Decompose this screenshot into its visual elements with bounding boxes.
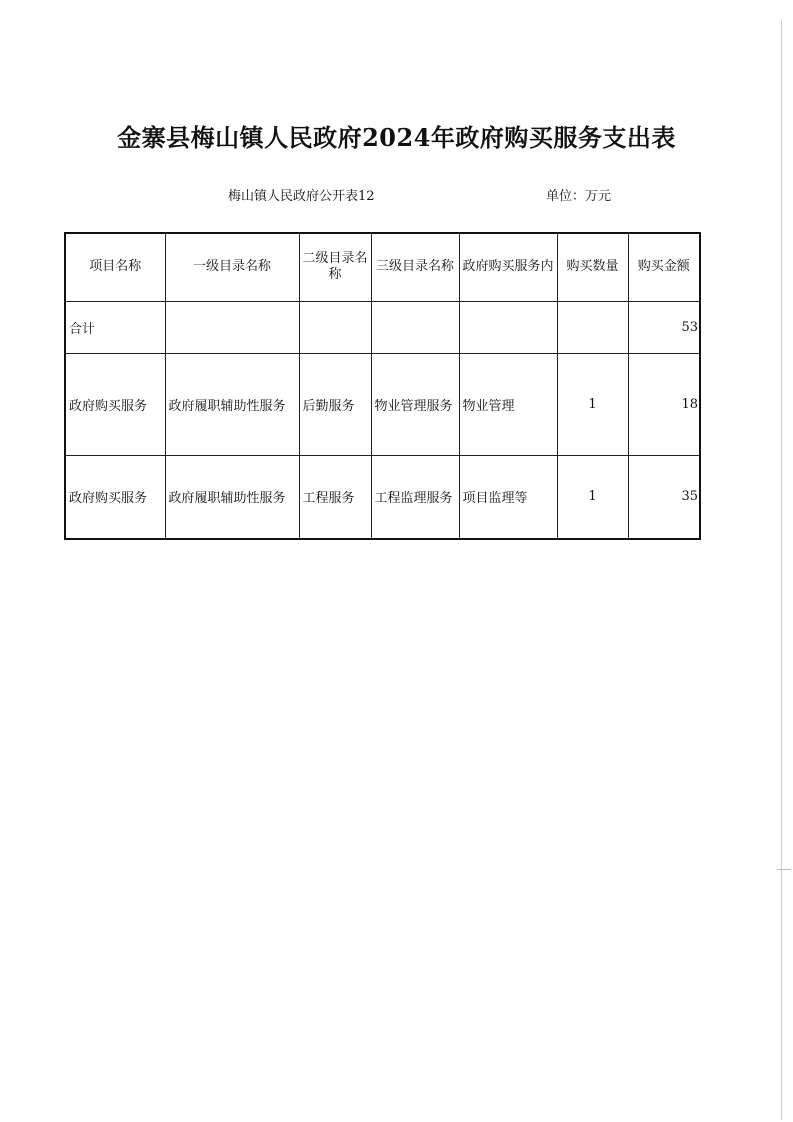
cell-level3: 物业管理服务 [371, 353, 459, 455]
total-empty-cell [459, 301, 557, 353]
total-empty-cell [299, 301, 371, 353]
cell-quantity: 1 [557, 455, 628, 539]
document-title: 金寨县梅山镇人民政府2024年政府购买服务支出表 [117, 123, 676, 152]
header-project-name: 项目名称 [65, 233, 165, 301]
header-service-content-text: 政府购买服务内 [462, 259, 554, 275]
unit-label: 单位：万元 [546, 189, 612, 204]
cell-level2: 工程服务 [299, 455, 371, 539]
total-row [65, 301, 700, 353]
cell-content: 项目监理等 [459, 455, 557, 539]
cell-level2: 后勤服务 [299, 353, 371, 455]
cell-level1: 政府履职辅助性服务 [165, 455, 299, 539]
cell-level3: 工程监理服务 [371, 455, 459, 539]
header-quantity: 购买数量 [557, 233, 628, 301]
cell-level1: 政府履职辅助性服务 [165, 353, 299, 455]
scan-mark [777, 869, 791, 870]
header-level3-catalog: 三级目录名称 [371, 233, 459, 301]
cell-project: 政府购买服务 [65, 455, 165, 539]
expenditure-table [64, 232, 701, 540]
header-row [65, 233, 700, 301]
total-empty-cell [557, 301, 628, 353]
table-row [65, 455, 700, 539]
table-code: 梅山镇人民政府公开表12 [228, 189, 375, 204]
scan-edge-line [781, 20, 782, 1120]
header-service-content [459, 233, 557, 301]
cell-content: 物业管理 [459, 353, 557, 455]
total-label: 合计 [65, 301, 165, 353]
total-empty-cell [165, 301, 299, 353]
cell-project: 政府购买服务 [65, 353, 165, 455]
cell-quantity: 1 [557, 353, 628, 455]
total-amount: 53 [628, 301, 700, 353]
header-level1-catalog: 一级目录名称 [165, 233, 299, 301]
total-empty-cell [371, 301, 459, 353]
header-amount: 购买金额 [628, 233, 700, 301]
cell-amount: 18 [628, 353, 700, 455]
cell-amount: 35 [628, 455, 700, 539]
header-level2-catalog: 二级目录名称 [299, 233, 371, 301]
table-row [65, 353, 700, 455]
